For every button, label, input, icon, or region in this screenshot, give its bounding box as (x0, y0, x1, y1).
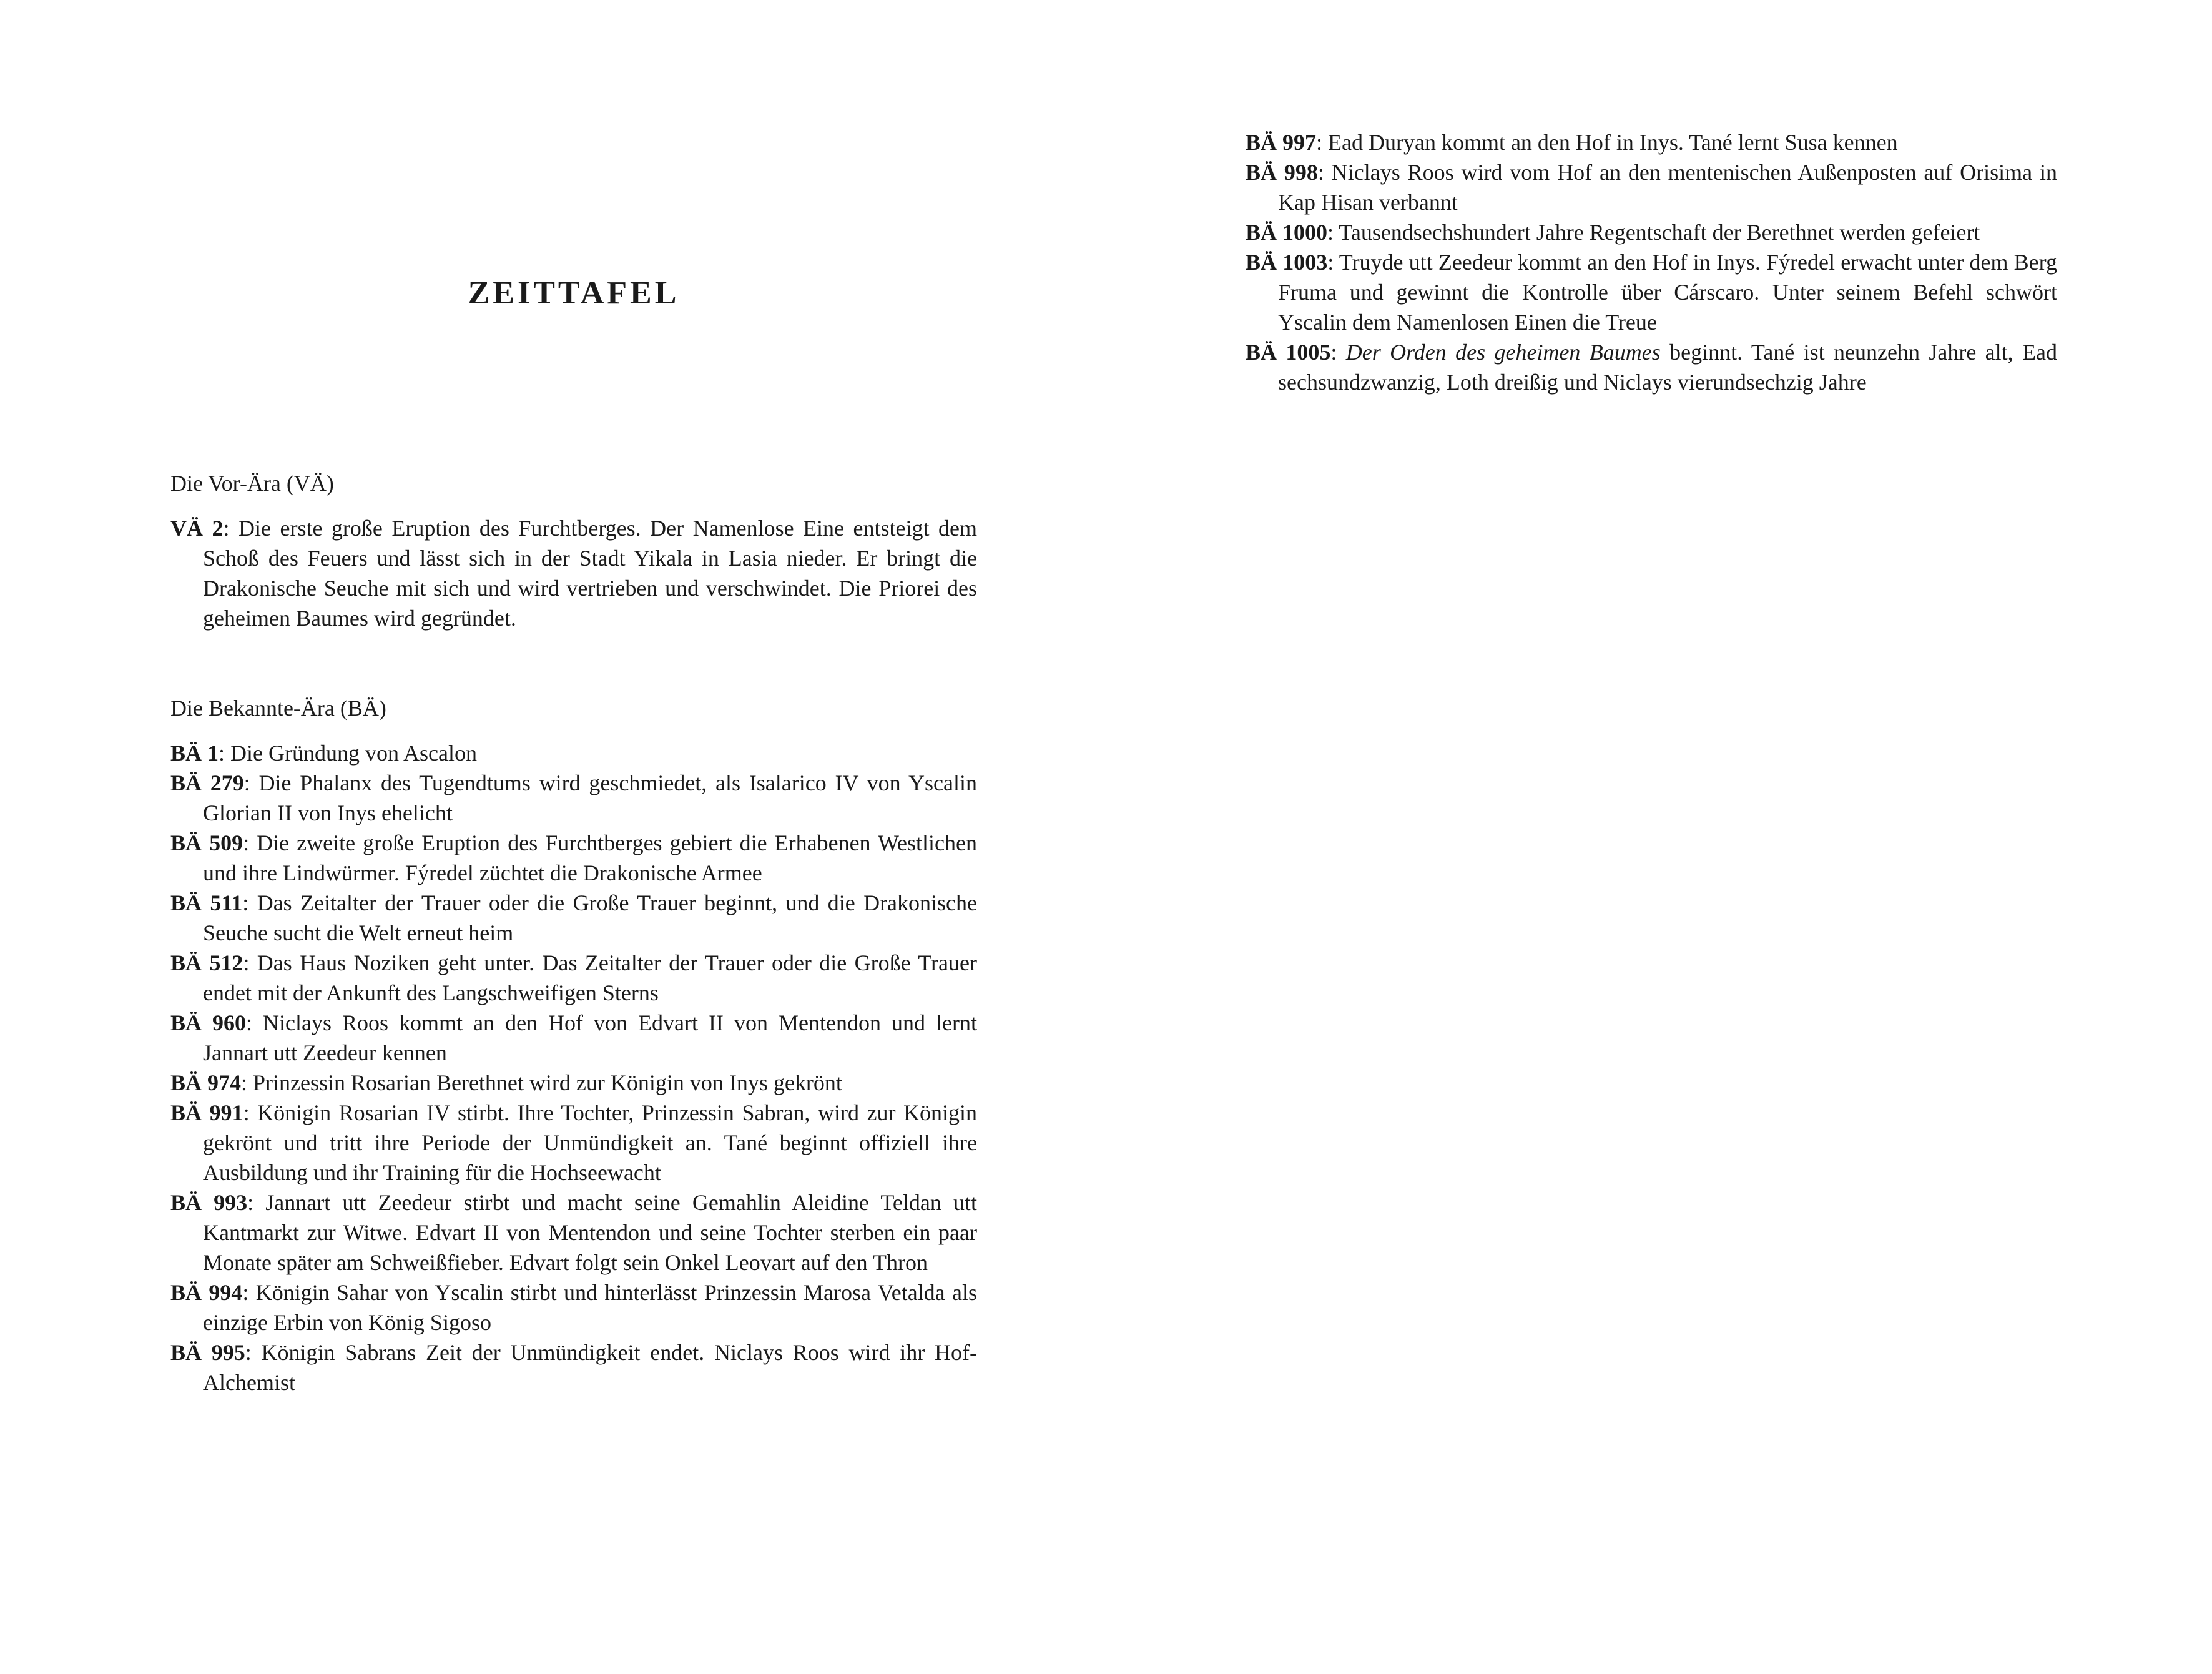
page-title: ZEITTAFEL (468, 275, 680, 311)
entry-text: : Ead Duryan kommt an den Hof in Inys. Tané lernt Susa kennen (1316, 130, 1898, 155)
entry-year: BÄ 279 (170, 771, 244, 795)
entry-year: BÄ 998 (1246, 160, 1318, 185)
entry-year: VÄ 2 (170, 516, 224, 541)
timeline-entry (170, 1337, 977, 1397)
right-page-entries (1246, 127, 2057, 397)
timeline-entry (1246, 127, 2057, 157)
entry-text: : Königin Sabrans Zeit der Unmündigkeit endet. Niclays Roos wird ihr Hof-Alchemist (203, 1340, 977, 1395)
entry-text: : Tausendsechshundert Jahre Regentschaft der Berethnet werden gefeiert (1327, 220, 1980, 245)
section-heading-known-era: Die Bekannte-Ära (BÄ) (170, 696, 386, 721)
timeline-entry (170, 738, 977, 768)
entry-text: : Niclays Roos kommt an den Hof von Edvart II von Mentendon und lernt Jannart utt Zeedeur kennen (203, 1010, 977, 1065)
timeline-entry (170, 1068, 977, 1098)
entry-text: : Die Phalanx des Tugendtums wird geschmiedet, als Isalarico IV von Yscalin Glorian II von Inys ehelicht (203, 771, 977, 825)
entry-text: beginnt. Tané ist neunzehn Jahre alt, Ead sechsundzwanzig, Loth dreißig und Niclays vierundsechzig Jahre (1278, 340, 2057, 395)
section-heading-pre-era: Die Vor-Ära (VÄ) (170, 471, 334, 496)
entry-text: : Das Haus Noziken geht unter. Das Zeitalter der Trauer oder die Große Trauer endet mit der Ankunft des Langschweifigen Sterns (203, 950, 977, 1005)
entry-year: BÄ 993 (170, 1190, 248, 1215)
entry-text: : Prinzessin Rosarian Berethnet wird zur Königin von Inys gekrönt (241, 1070, 842, 1095)
timeline-entry (1246, 247, 2057, 337)
entry-year: BÄ 991 (170, 1100, 243, 1125)
timeline-entry (1246, 217, 2057, 247)
entry-text: : Die Gründung von Ascalon (219, 741, 477, 766)
timeline-entry (1246, 337, 2057, 397)
timeline-entry (170, 1098, 977, 1188)
entry-year: BÄ 974 (170, 1070, 242, 1095)
entry-year: BÄ 997 (1246, 130, 1317, 155)
entry-text: : Die erste große Eruption des Furchtberges. Der Namenlose Eine entsteigt dem Schoß des Feuers und lässt sich in der Stadt Yikala in Lasia nieder. Er bringt die Drakonische Seuche mit sich und wird vertrieben und verschwindet. Die Priorei des geheimen Baumes wird gegründet. (203, 516, 977, 631)
timeline-entry (170, 888, 977, 948)
entry-year: BÄ 960 (170, 1010, 247, 1035)
book-title: Der Orden des geheimen Baumes (1345, 340, 1661, 365)
entry-year: BÄ 511 (170, 890, 243, 915)
entry-year: BÄ 509 (170, 830, 243, 855)
timeline-entry (170, 513, 977, 633)
timeline-entry (170, 828, 977, 888)
entry-year: BÄ 995 (170, 1340, 245, 1365)
entry-year: BÄ 1 (170, 741, 219, 766)
entry-text: : Jannart utt Zeedeur stirbt und macht seine Gemahlin Aleidine Teldan utt Kantmarkt zur Witwe. Edvart II von Mentendon und seine Tochter sterben ein paar Monate später am Schweißfieber. Edvart folgt sein Onkel Leovart auf den Thron (203, 1190, 977, 1275)
entry-year: BÄ 1005 (1246, 340, 1331, 365)
entry-text: : Niclays Roos wird vom Hof an den mentenischen Außenposten auf Orisima in Kap Hisan verbannt (1278, 160, 2057, 215)
entry-text: : Truyde utt Zeedeur kommt an den Hof in Inys. Fýredel erwacht unter dem Berg Fruma und gewinnt die Kontrolle über Cárscaro. Unter seinem Befehl schwört Yscalin dem Namenlosen Einen die Treue (1278, 250, 2057, 335)
timeline-entry (170, 1188, 977, 1278)
timeline-entry (170, 1278, 977, 1337)
entry-text: : Königin Rosarian IV stirbt. Ihre Tochter, Prinzessin Sabran, wird zur Königin gekrönt und tritt ihre Periode der Unmündigkeit an. Tané beginnt offiziell ihre Ausbildung und ihr Training für die Hochseewacht (203, 1100, 978, 1185)
pre-era-entries (170, 513, 977, 633)
timeline-entry (170, 1008, 977, 1068)
entry-year: BÄ 1003 (1246, 250, 1328, 275)
timeline-entry (170, 948, 977, 1008)
entry-text: : Die zweite große Eruption des Furchtberges gebiert die Erhabenen Westlichen und ihre Lindwürmer. Fýredel züchtet die Drakonische Armee (203, 830, 978, 885)
timeline-entry (170, 768, 977, 828)
entry-year: BÄ 1000 (1246, 220, 1328, 245)
entry-text-prefix: : (1330, 340, 1346, 365)
known-era-entries (170, 738, 977, 1397)
entry-text: : Das Zeitalter der Trauer oder die Große Trauer beginnt, und die Drakonische Seuche sucht die Welt erneut heim (203, 890, 977, 945)
entry-year: BÄ 512 (170, 950, 243, 975)
entry-text: : Königin Sahar von Yscalin stirbt und hinterlässt Prinzessin Marosa Vetalda als einzige Erbin von König Sigoso (203, 1280, 977, 1335)
entry-year: BÄ 994 (170, 1280, 243, 1305)
timeline-entry (1246, 157, 2057, 217)
